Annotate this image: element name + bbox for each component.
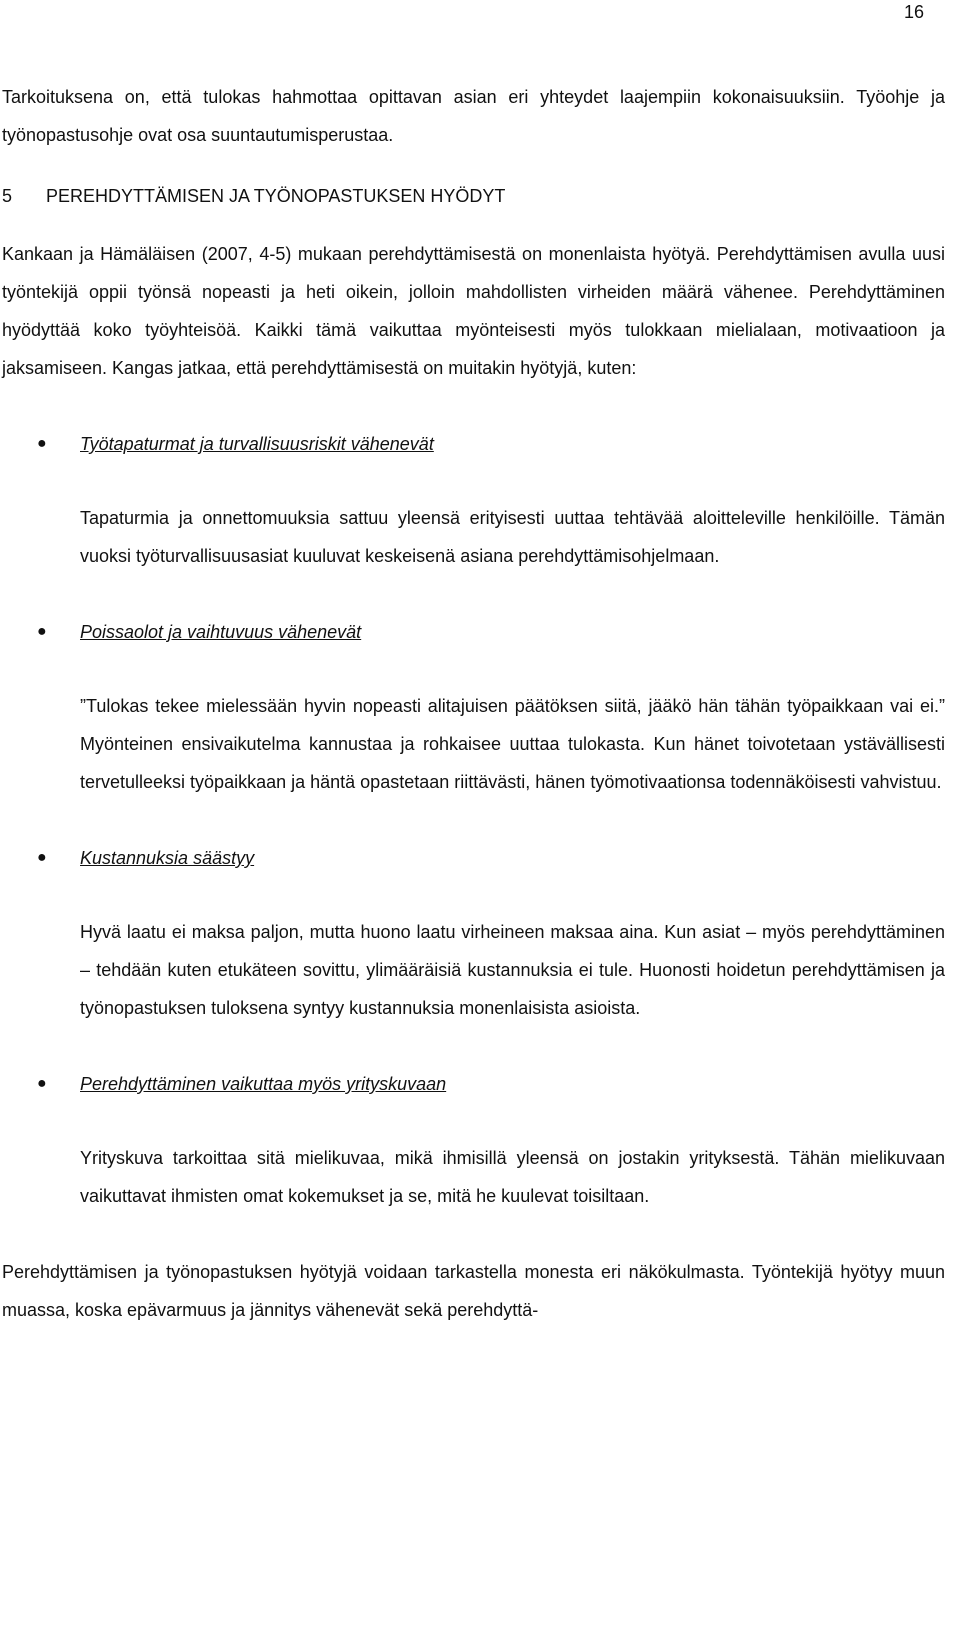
bullet-title: Poissaolot ja vaihtuvuus vähenevät (80, 622, 362, 642)
closing-paragraph: Perehdyttämisen ja työnopastuksen hyötyjä voidaan tarkastella monesta eri näkökulmasta. Työntekijä hyötyy muun muassa, koska epävarmuus ja jännitys vähenevät sekä perehdyttä- (2, 1262, 945, 1320)
bullet-item (0, 1065, 945, 1103)
section-number: 5 (2, 186, 13, 206)
bullet-icon: ● (37, 1075, 47, 1092)
bullet-title: Perehdyttäminen vaikuttaa myös yrityskuvaan (80, 1074, 447, 1094)
bullet-title: Kustannuksia säästyy (80, 848, 255, 868)
page-number: 16 (903, 2, 924, 22)
section-title: PEREHDYTTÄMISEN JA TYÖNOPASTUKSEN HYÖDYT (46, 186, 506, 206)
bullet-item (0, 613, 945, 651)
bullet-text: Yrityskuva tarkoittaa sitä mielikuvaa, mikä ihmisillä yleensä on jostakin yrityksestä. Tähän mielikuvaan vaikuttavat ihmisten omat kokemukset ja se, mitä he kuulevat toisiltaan. (80, 1148, 945, 1206)
bullet-item (0, 839, 945, 877)
intro-paragraph: Tarkoituksena on, että tulokas hahmottaa opittavan asian eri yhteydet laajempiin kokonaisuuksiin. Työohje ja työnopastusohje ovat osa suuntautumisperustaa. (2, 87, 945, 145)
bullet-icon: ● (37, 849, 47, 866)
body-paragraph: Kankaan ja Hämäläisen (2007, 4-5) mukaan perehdyttämisestä on monenlaista hyötyä. Perehdyttämisen avulla uusi työntekijä oppii työnsä nopeasti ja heti oikein, jolloin mahdollisten virheiden määrä vähenee. Perehdyttäminen hyödyttää koko työyhteisöä. Kaikki tämä vaikuttaa myönteisesti myös tulokkaan mielialaan, motivaatioon ja jaksamiseen. Kangas jatkaa, että perehdyttämisestä on muitakin hyötyjä, kuten: (2, 244, 945, 378)
section-heading (2, 177, 945, 215)
bullet-title: Työtapaturmat ja turvallisuusriskit vähenevät (80, 434, 434, 454)
bullet-icon: ● (37, 623, 47, 640)
bullet-text: Tapaturmia ja onnettomuuksia sattuu yleensä erityisesti uuttaa tehtävää aloitteleville henkilöille. Tämän vuoksi työturvallisuusasiat kuuluvat keskeisenä asiana perehdyttämisohjelmaan. (80, 508, 945, 566)
bullet-icon: ● (37, 435, 47, 452)
bullet-text: ”Tulokas tekee mielessään hyvin nopeasti alitajuisen päätöksen siitä, jääkö hän tähän työpaikkaan vai ei.” Myönteinen ensivaikutelma kannustaa ja rohkaisee uuttaa tulokasta. Kun hänet toivotetaan ystävällisesti tervetulleeksi työpaikkaan ja häntä opastetaan riittävästi, hänen työmotivaationsa todennäköisesti vahvistuu. (80, 696, 945, 792)
bullet-item (0, 425, 945, 463)
bullet-text: Hyvä laatu ei maksa paljon, mutta huono laatu virheineen maksaa aina. Kun asiat – myös perehdyttäminen – tehdään kuten etukäteen sovittu, ylimääräisiä kustannuksia ei tule. Huonosti hoidetun perehdyttämisen ja työnopastuksen tuloksena syntyy kustannuksia monenlaisista asioista. (80, 922, 945, 1018)
document-body (0, 78, 945, 1347)
